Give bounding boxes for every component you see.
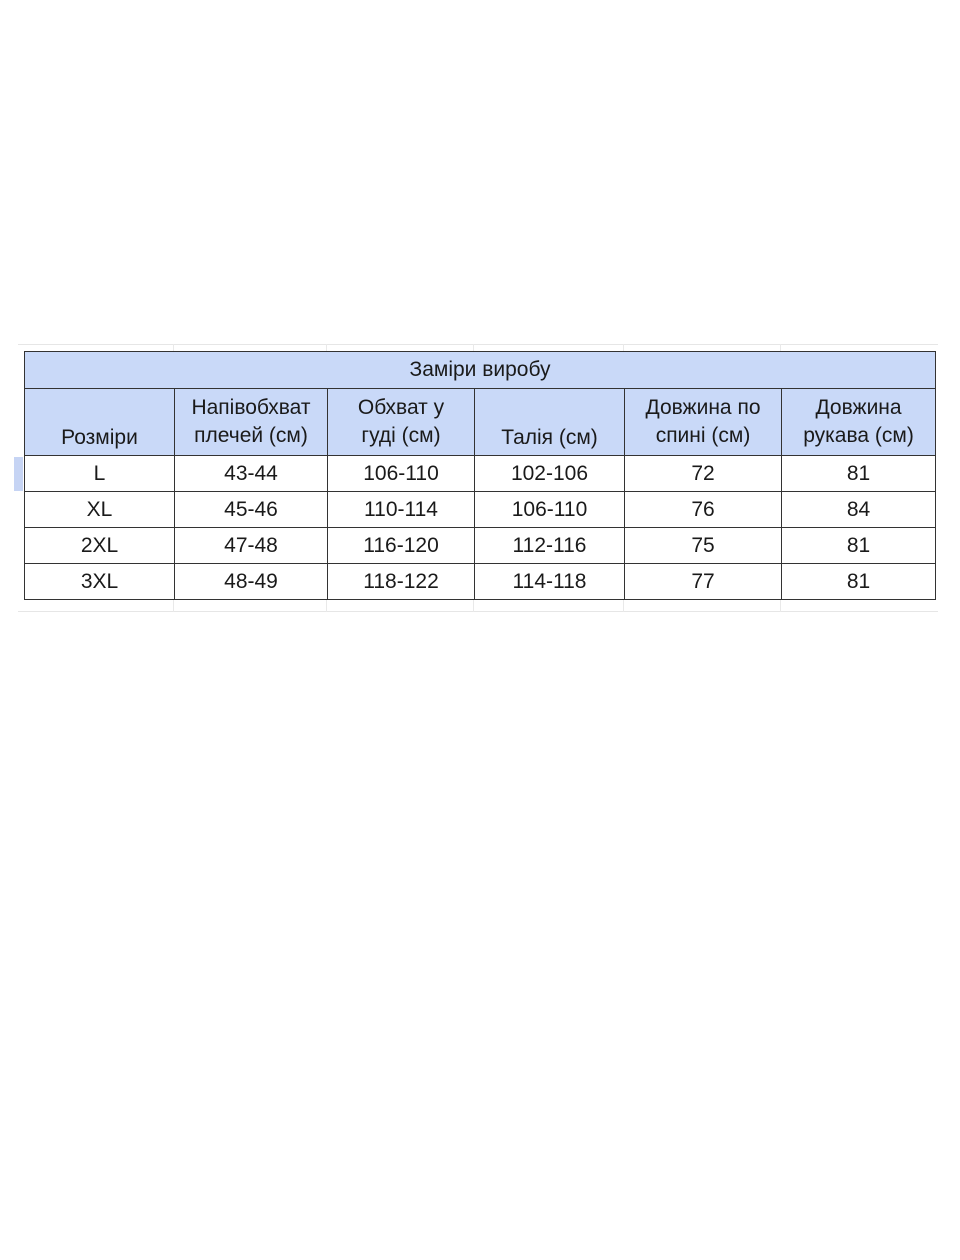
header-size xyxy=(25,389,175,456)
cell-size: XL xyxy=(25,492,175,528)
size-table xyxy=(24,351,936,600)
cell-waist: 112-116 xyxy=(475,528,625,564)
sheet-gridline xyxy=(18,344,938,345)
cell-waist: 114-118 xyxy=(475,564,625,600)
table-row xyxy=(25,456,936,492)
header-back-length xyxy=(625,389,782,456)
cell-size: L xyxy=(25,456,175,492)
cell-waist: 102-106 xyxy=(475,456,625,492)
row-selection-marker xyxy=(14,457,23,491)
header-waist-label: Талія (см) xyxy=(501,426,598,449)
cell-back-length: 75 xyxy=(625,528,782,564)
cell-sleeve-length: 84 xyxy=(782,492,936,528)
cell-waist: 106-110 xyxy=(475,492,625,528)
cell-chest: 118-122 xyxy=(328,564,475,600)
cell-size: 2XL xyxy=(25,528,175,564)
table-row xyxy=(25,528,936,564)
cell-chest: 110-114 xyxy=(328,492,475,528)
cell-shoulder: 48-49 xyxy=(175,564,328,600)
table-title: Заміри виробу xyxy=(25,352,936,389)
header-chest-label: Обхват у гуді (см) xyxy=(357,396,445,447)
cell-chest: 116-120 xyxy=(328,528,475,564)
cell-shoulder: 45-46 xyxy=(175,492,328,528)
cell-shoulder: 47-48 xyxy=(175,528,328,564)
cell-shoulder: 43-44 xyxy=(175,456,328,492)
cell-size: 3XL xyxy=(25,564,175,600)
header-sleeve-length-label: Довжина рукава (см) xyxy=(803,396,914,447)
cell-chest: 106-110 xyxy=(328,456,475,492)
cell-back-length: 76 xyxy=(625,492,782,528)
header-waist xyxy=(475,389,625,456)
cell-sleeve-length: 81 xyxy=(782,456,936,492)
header-shoulder xyxy=(175,389,328,456)
header-chest xyxy=(328,389,475,456)
header-back-length-label: Довжина по спині (см) xyxy=(645,396,761,447)
sheet-gridline xyxy=(18,611,938,612)
table-row xyxy=(25,492,936,528)
header-sleeve-length xyxy=(782,389,936,456)
cell-back-length: 77 xyxy=(625,564,782,600)
table-row xyxy=(25,564,936,600)
cell-sleeve-length: 81 xyxy=(782,528,936,564)
cell-sleeve-length: 81 xyxy=(782,564,936,600)
cell-back-length: 72 xyxy=(625,456,782,492)
header-size-label: Розміри xyxy=(61,426,138,449)
header-shoulder-label: Напівобхват плечей (см) xyxy=(191,396,311,447)
